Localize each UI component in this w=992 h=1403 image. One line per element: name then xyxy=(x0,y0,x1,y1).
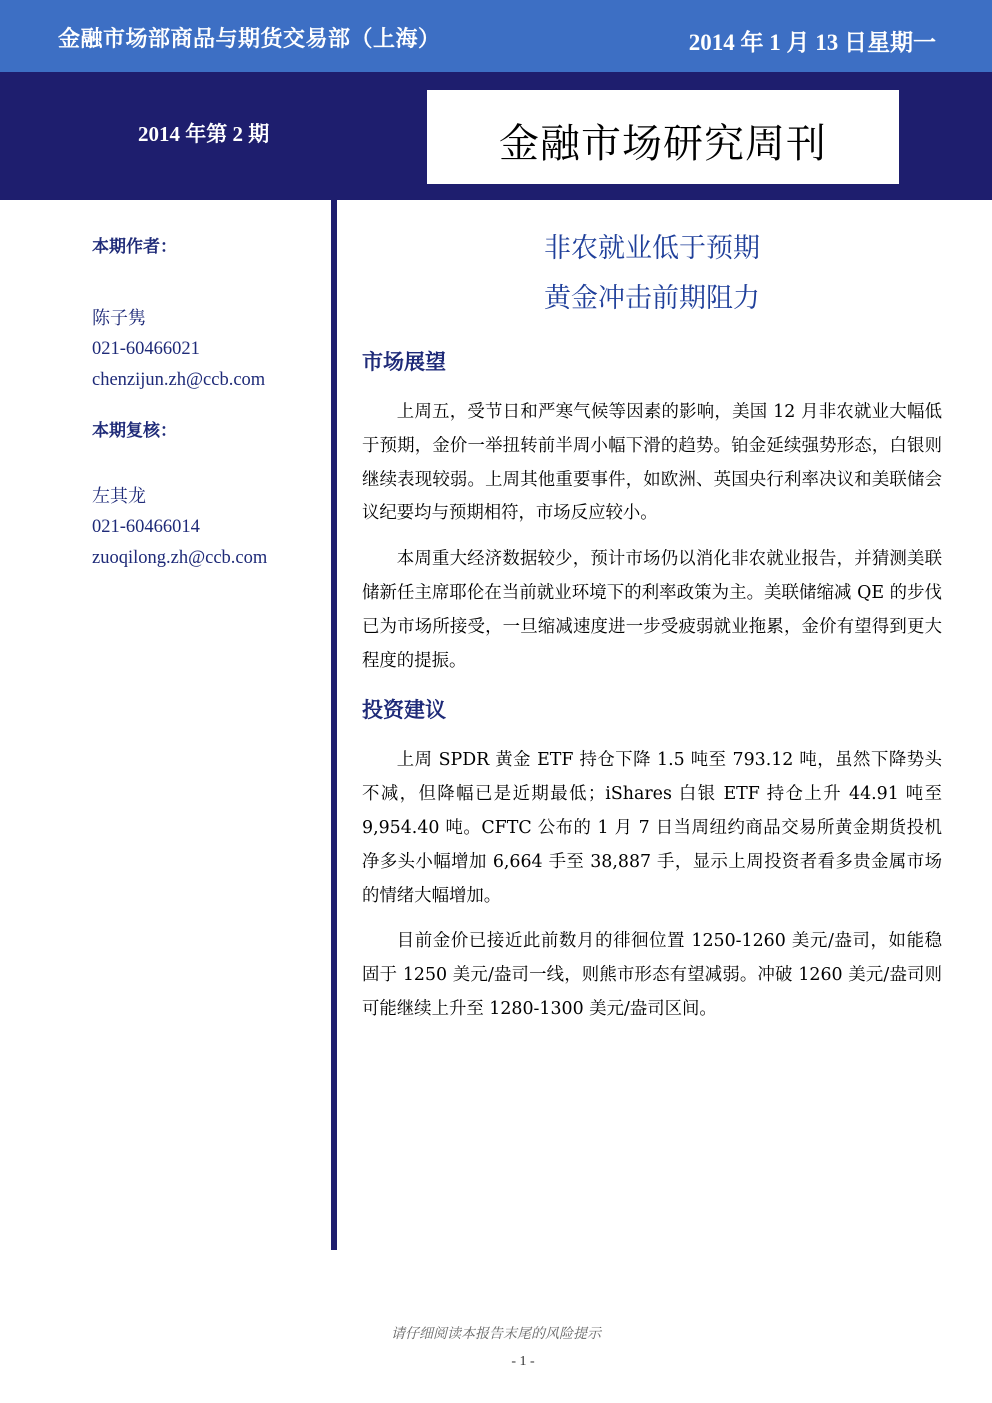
section-heading-advice: 投资建议 xyxy=(362,698,446,723)
issue-number: 2014 年第 2 期 xyxy=(138,122,270,146)
article-title-line-2: 黄金冲击前期阻力 xyxy=(544,283,760,314)
advice-paragraph-2: 目前金价已接近此前数月的徘徊位置 1250-1260 美元/盎司，如能稳固于 1250 美元/盎司一线，则熊市形态有望减弱。冲破 1260 美元/盎司则可能继续上升至 1280-1300 美元/盎司区间。 xyxy=(362,931,942,1019)
reviewer-email[interactable]: zuoqilong.zh@ccb.com xyxy=(92,548,268,568)
department-name: 金融市场部商品与期货交易部（上海） xyxy=(58,27,441,52)
reviewer-phone: 021-60466014 xyxy=(92,517,200,537)
top-header-bar xyxy=(0,0,992,72)
author-name: 陈子隽 xyxy=(92,308,146,329)
report-date: 2014 年 1 月 13 日星期一 xyxy=(688,30,936,55)
article-title-line-1: 非农就业低于预期 xyxy=(544,233,760,264)
page-number: - 1 - xyxy=(511,1354,535,1369)
authors-heading: 本期作者： xyxy=(92,237,177,257)
author-email[interactable]: chenzijun.zh@ccb.com xyxy=(92,370,266,390)
outlook-paragraph-2: 本周重大经济数据较少，预计市场仍以消化非农就业报告，并猜测美联储新任主席耶伦在当前就业环境下的利率政策为主。美联储缩减 QE 的步伐已为市场所接受，一旦缩减速度进一步受疲弱就业拖累，金价有望得到更大程度的提振。 xyxy=(362,549,942,671)
outlook-paragraph-1: 上周五，受节日和严寒气候等因素的影响，美国 12 月非农就业大幅低于预期，金价一举扭转前半周小幅下滑的趋势。铂金延续强势形态，白银则继续表现较弱。上周其他重要事件，如欧洲、英国央行利率决议和美联储会议纪要均与预期相符，市场反应较小。 xyxy=(362,402,942,524)
risk-disclaimer-note: 请仔细阅读本报告末尾的风险提示 xyxy=(391,1326,601,1342)
sidebar-contacts xyxy=(92,232,322,574)
section-heading-outlook: 市场展望 xyxy=(362,350,446,374)
reviewer-name: 左其龙 xyxy=(92,486,146,507)
reviewers-heading: 本期复核： xyxy=(92,421,177,441)
publication-title: 金融市场研究周刊 xyxy=(499,121,827,167)
publication-title-box xyxy=(427,90,899,184)
author-phone: 021-60466021 xyxy=(92,339,200,359)
advice-paragraph-1: 上周 SPDR 黄金 ETF 持仓下降 1.5 吨至 793.12 吨，虽然下降势头不减，但降幅已是近期最低；iShares 白银 ETF 持仓上升 44.91 吨至 9,954.40 吨。CFTC 公布的 1 月 7 日当周纽约商品交易所黄金期货投机净多头小幅增加 6,664 手至 38,887 手，显示上周投资者看多贵金属市场的情绪大幅增加。 xyxy=(362,750,942,906)
publication-banner xyxy=(0,72,992,200)
column-divider xyxy=(331,200,337,1250)
article-body xyxy=(362,224,942,1027)
